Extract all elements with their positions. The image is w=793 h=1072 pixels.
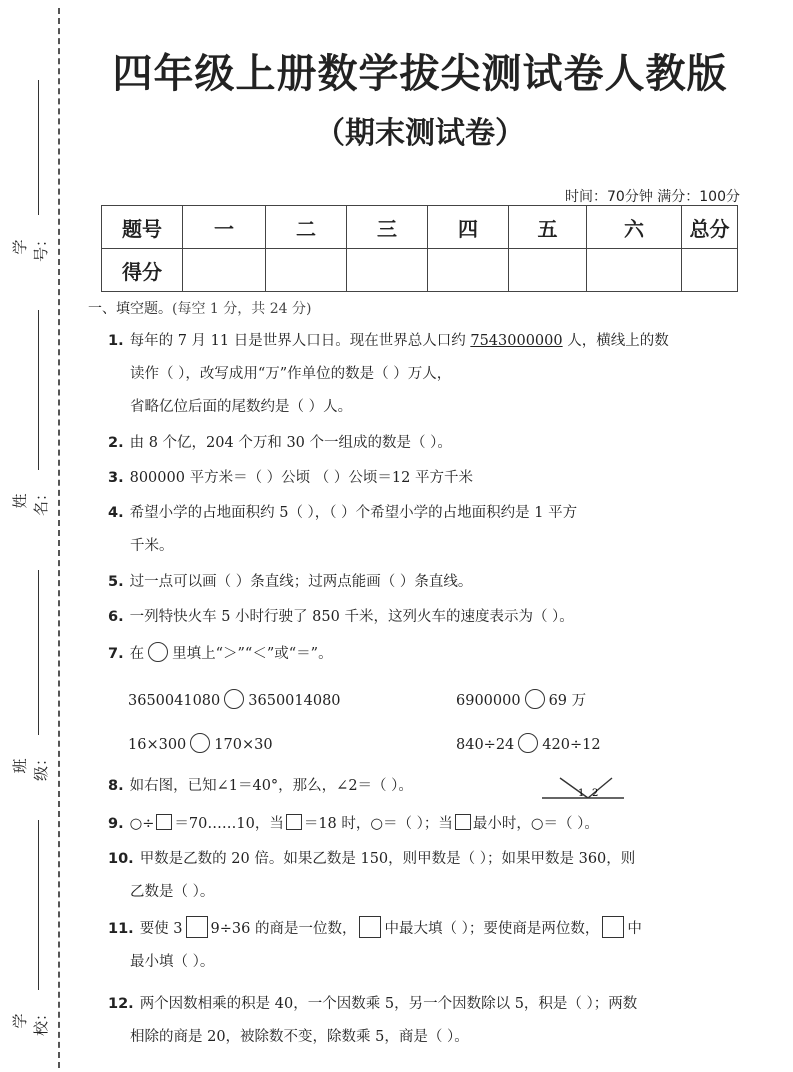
section-heading: [88, 298, 311, 318]
question-text[interactable]: 读作（ ），改写成用“万”作单位的数是（ ）万人，: [130, 366, 452, 382]
square-blank-icon: [156, 814, 172, 830]
circle-blank-icon: [148, 642, 168, 662]
question-text[interactable]: 过一点可以画（ ）条直线；过两点能画（ ）条直线。: [129, 574, 473, 590]
score-cell[interactable]: [509, 249, 587, 292]
question-number: 5.: [108, 574, 124, 590]
score-header-cell: 三: [347, 206, 428, 249]
question-text[interactable]: 乙数是（ ）。: [130, 884, 215, 900]
question-text[interactable]: 省略亿位后面的尾数约是（ ）人。: [130, 399, 353, 415]
question-text[interactable]: 如右图，已知∠1＝40°，那么，∠2＝（ ）。: [129, 778, 413, 794]
score-table: [101, 205, 738, 292]
section-note: (每空 1 分，共 24 分): [172, 301, 312, 317]
question-11: [108, 913, 748, 979]
score-header-cell: 四: [428, 206, 509, 249]
score-cell[interactable]: [266, 249, 347, 292]
question-number: 8.: [108, 778, 124, 794]
square-blank-icon: [359, 916, 381, 938]
score-row-label: 得分: [102, 249, 183, 292]
score-header-cell: 题号: [102, 206, 183, 249]
question-text: 每年的 7 月 11 日是世界人口日。现在世界总人口约: [129, 333, 471, 349]
question-text: ○÷: [129, 816, 155, 832]
question-text[interactable]: 由 8 个亿，204 个万和 30 个一组成的数是（ ）。: [129, 435, 452, 451]
question-text[interactable]: 甲数是乙数的 20 倍。如果乙数是 150，则甲数是（ ）；如果甲数是 360，则: [139, 851, 636, 867]
question-text: 人，横线上的数: [562, 333, 669, 349]
question-2: [108, 427, 748, 460]
angle-figure: [540, 772, 626, 802]
score-table-score-row: [102, 249, 738, 292]
school-label: 学校：: [11, 1006, 50, 1037]
score-header-cell: 总分: [682, 206, 738, 249]
compare-right: 3650014080: [248, 693, 341, 709]
question-text[interactable]: ＝18 时，○＝（ ）；当: [303, 816, 453, 832]
score-header-cell: 二: [266, 206, 347, 249]
question-text[interactable]: 两个因数相乘的积是 40，一个因数乘 5，另一个因数除以 5，积是（ ）；两数: [139, 996, 638, 1012]
score-cell[interactable]: [587, 249, 682, 292]
compare-pair: [456, 689, 586, 710]
compare-circle[interactable]: [190, 733, 210, 753]
question-text: 里填上“＞”“＜”或“＝”。: [172, 646, 333, 662]
class-label: 班级：: [11, 751, 50, 782]
question-text: 在: [129, 646, 145, 662]
compare-circle[interactable]: [224, 689, 244, 709]
question-text: 9÷36 的商是一位数，: [210, 921, 357, 937]
angle-1-label: 1: [578, 788, 585, 799]
name-line[interactable]: [38, 310, 39, 470]
question-10: [108, 843, 748, 909]
digit-box[interactable]: [186, 916, 208, 938]
compare-left: 6900000: [456, 693, 521, 709]
exam-title: 四年级上册数学拔尖测试卷人教版: [112, 51, 728, 97]
question-text[interactable]: 中最大填（ ）；要使商是两位数，: [384, 921, 600, 937]
question-text[interactable]: 相除的商是 20，被除数不变，除数乘 5，商是（ ）。: [130, 1029, 469, 1045]
angle-2-label: 2: [592, 788, 599, 799]
question-4: [108, 497, 748, 563]
compare-left: 16×300: [128, 737, 187, 753]
question-number: 4.: [108, 505, 124, 521]
square-blank-icon: [602, 916, 624, 938]
compare-pair: [128, 733, 273, 753]
compare-right: 170×30: [214, 737, 273, 753]
question-5: [108, 566, 748, 599]
question-text: 千米。: [130, 538, 174, 554]
question-text[interactable]: 希望小学的占地面积约 5（ ），（ ）个希望小学的占地面积约是 1 平方: [129, 505, 578, 521]
question-number: 1.: [108, 333, 124, 349]
question-8: [108, 770, 748, 803]
question-number: 10.: [108, 851, 134, 867]
exam-subtitle: （期末测试卷）: [315, 116, 525, 151]
compare-right: 420÷12: [542, 737, 601, 753]
score-header-cell: 六: [587, 206, 682, 249]
question-text[interactable]: 最小时，○＝（ ）。: [472, 816, 599, 832]
compare-left: 840÷24: [456, 737, 515, 753]
question-1: [108, 325, 748, 424]
score-header-cell: 一: [183, 206, 266, 249]
compare-left: 3650041080: [128, 693, 221, 709]
question-number: 9.: [108, 816, 124, 832]
question-number: 7.: [108, 646, 124, 662]
compare-circle[interactable]: [525, 689, 545, 709]
compare-right: 69 万: [548, 693, 587, 709]
question-text[interactable]: 最小填（ ）。: [130, 954, 215, 970]
question-text: ＝70……10，当: [174, 816, 284, 832]
score-header-cell: 五: [509, 206, 587, 249]
compare-circle[interactable]: [518, 733, 538, 753]
question-3: [108, 462, 748, 495]
square-blank-icon: [455, 814, 471, 830]
question-9: [108, 808, 748, 841]
question-number: 6.: [108, 609, 124, 625]
question-number: 2.: [108, 435, 124, 451]
question-text: 要使 3: [139, 921, 183, 937]
score-cell[interactable]: [347, 249, 428, 292]
question-text: 中: [627, 921, 642, 937]
question-number: 12.: [108, 996, 134, 1012]
time-score-info: 时间：70分钟 满分：100分: [565, 189, 740, 205]
question-7: [108, 638, 748, 671]
question-text[interactable]: 800000 平方米＝（ ）公顷 （ ）公顷＝12 平方千米: [129, 470, 473, 486]
compare-pair: [456, 733, 601, 753]
underlined-number: 7543000000: [470, 333, 563, 349]
question-12: [108, 988, 748, 1054]
score-cell[interactable]: [183, 249, 266, 292]
student-id-label: 学号：: [11, 232, 50, 263]
score-cell[interactable]: [428, 249, 509, 292]
section-title: 一、填空题。: [88, 301, 172, 317]
school-line[interactable]: [38, 820, 39, 990]
question-number: 3.: [108, 470, 124, 486]
question-text[interactable]: 一列特快火车 5 小时行驶了 850 千米，这列火车的速度表示为（ ）。: [129, 609, 574, 625]
square-blank-icon: [286, 814, 302, 830]
compare-pair: [128, 689, 341, 709]
cut-line: [58, 8, 60, 1068]
name-label: 姓名：: [11, 486, 50, 517]
question-6: [108, 601, 748, 634]
class-line[interactable]: [38, 570, 39, 735]
binding-margin: [0, 0, 80, 1072]
score-table-header-row: [102, 206, 738, 249]
question-number: 11.: [108, 921, 134, 937]
score-cell[interactable]: [682, 249, 738, 292]
student-id-line[interactable]: [38, 80, 39, 215]
